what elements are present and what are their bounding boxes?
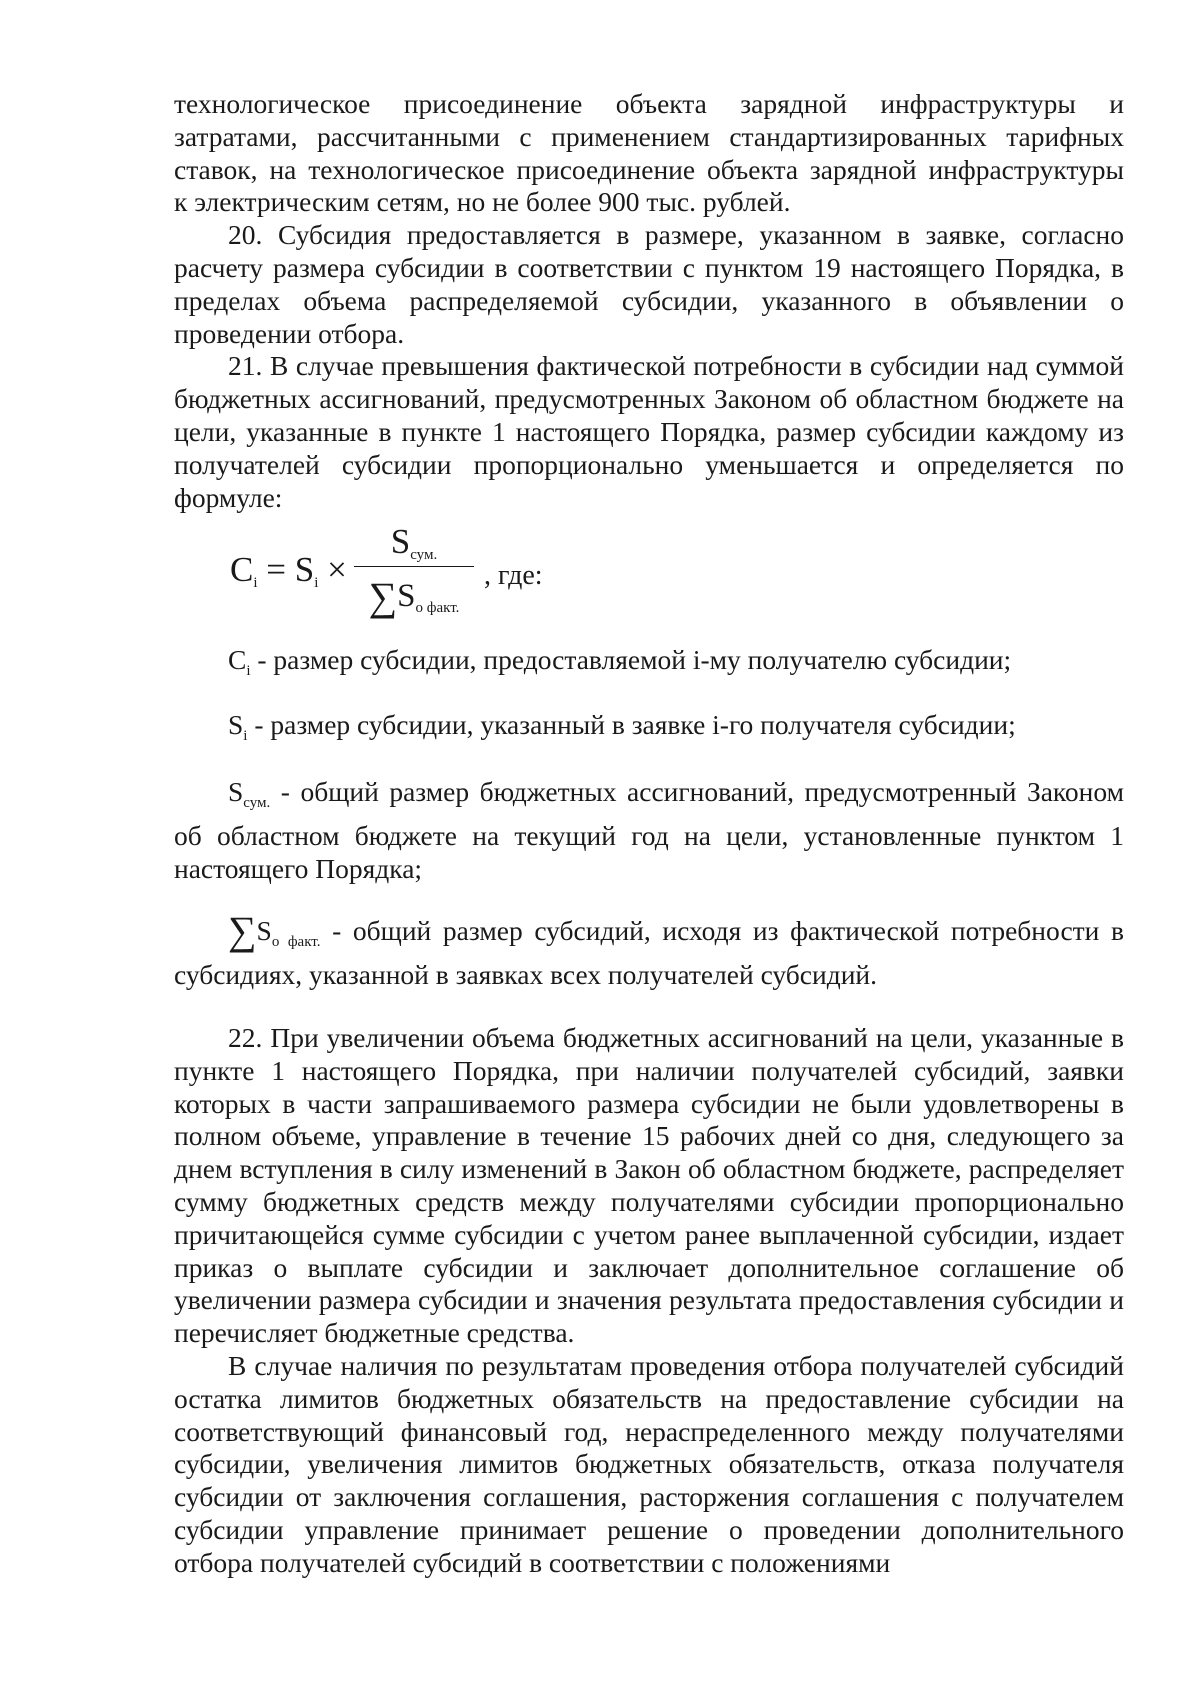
definition-ci [174,644,1124,688]
paragraph-continuation-line-2: затратами, рассчитанными с применением стандартизированных тарифных [174,120,1124,152]
formula-denominator [354,571,474,621]
def-si-symbol: S [228,709,244,741]
paragraph-continuation-line-3: ставок, на технологическое присоединение объекта зарядной инфраструктуры [174,153,1124,185]
formula-num-s: S [390,522,411,562]
formula-lhs [230,550,347,600]
formula-den-sub: о факт. [415,600,460,617]
def-sfakt-sub: о факт. [271,934,321,951]
paragraph-continuation-line-1: технологическое присоединение объекта зарядной инфраструктуры и [174,88,1124,119]
formula-sigma: ∑ [368,574,398,620]
paragraph-22: 22. При увеличении объема бюджетных ассигнований на цели, указанные в пункте 1 настоящего Порядка, при наличии получателей субсидий, заявки которых в части запрашиваемого размера субсидии не были удовлетворены в полном объеме, управление в течение 15 рабочих дней со дня, следующего за днем вступления в силу изменений в Закон об областном бюджете, распределяет сумму бюджетных средств между получателями субсидии пропорционально причитающейся сумме субсидии с учетом ранее выплаченной субсидии, издает приказ о выплате субсидии и заключает дополнительное соглашение об увеличении размера субсидии и значения результата предоставления субсидии и перечисляет бюджетные средства. [174,1021,1124,1349]
def-sfakt-symbol: S [256,915,272,947]
spacer [174,992,1124,1022]
def-ci-text: - размер субсидии, предоставляемой i-му получателю субсидии; [250,644,1012,676]
formula-numerator [354,520,474,564]
definition-si [174,709,1124,753]
def-sfakt-text: - общий размер субсидий, исходя из фактической потребности в субсидиях, указанной в заявках всех получателей субсидий. [174,915,1125,991]
def-ssum-sub: сум. [243,794,271,811]
spacer [174,688,1124,709]
spacer [174,885,1124,915]
def-ci-sub: i [246,663,251,680]
formula-eq-s: = S [257,550,315,590]
definition-sfakt [174,908,1125,992]
formula-num-sub: сум. [410,547,438,564]
def-ssum-symbol: S [228,775,244,807]
subsidy-formula [174,520,1124,632]
document-page [174,88,1124,1579]
formula-where: , где: [484,560,543,592]
formula-fraction-bar [354,566,474,567]
def-sfakt-sigma: ∑ [228,908,257,954]
paragraph-21: 21. В случае превышения фактической потребности в субсидии над суммой бюджетных ассигнований, предусмотренных Законом об областном бюджете на цели, указанные в пункте 1 настоящего Порядка, размер субсидии каждому из получателей субсидии пропорционально уменьшается и определяется по формуле: [174,350,1124,513]
def-si-text: - размер субсидии, указанный в заявке i-го получателя субсидии; [247,709,1016,741]
formula-c: C [230,550,254,590]
definition-ssum [174,776,1124,885]
spacer [174,753,1124,776]
def-ci-symbol: C [228,644,247,676]
paragraph-continuation-line-4: к электрическим сетям, но не более 900 тыс. рублей. [174,186,791,218]
formula-times: × [318,550,347,590]
formula-den-s: S [397,578,416,615]
paragraph-20: 20. Субсидия предоставляется в размере, указанном в заявке, согласно расчету размера субсидии в соответствии с пунктом 19 настоящего Порядка, в пределах объема распределяемой субсидии, указанного в объявлении о проведении отбора. [174,219,1124,349]
paragraph-23: В случае наличия по результатам проведения отбора получателей субсидий остатка лимитов бюджетных обязательств на предоставление субсидии на соответствующий финансовый год, нераспределенного между получателями субсидии, увеличения лимитов бюджетных обязательств, отказа получателя субсидии от заключения соглашения, расторжения соглашения с получателем субсидии управление принимает решение о проведении дополнительного отбора получателей субсидий в соответствии с положениями [174,1349,1124,1578]
formula-s-sub: i [314,575,319,592]
def-ssum-text: - общий размер бюджетных ассигнований, предусмотренный Законом об областном бюджете на текущий год на цели, установленные пунктом 1 настоящего Порядка; [174,775,1124,884]
formula-c-sub: i [253,575,258,592]
def-si-sub: i [243,728,248,745]
formula-fraction [354,520,474,621]
